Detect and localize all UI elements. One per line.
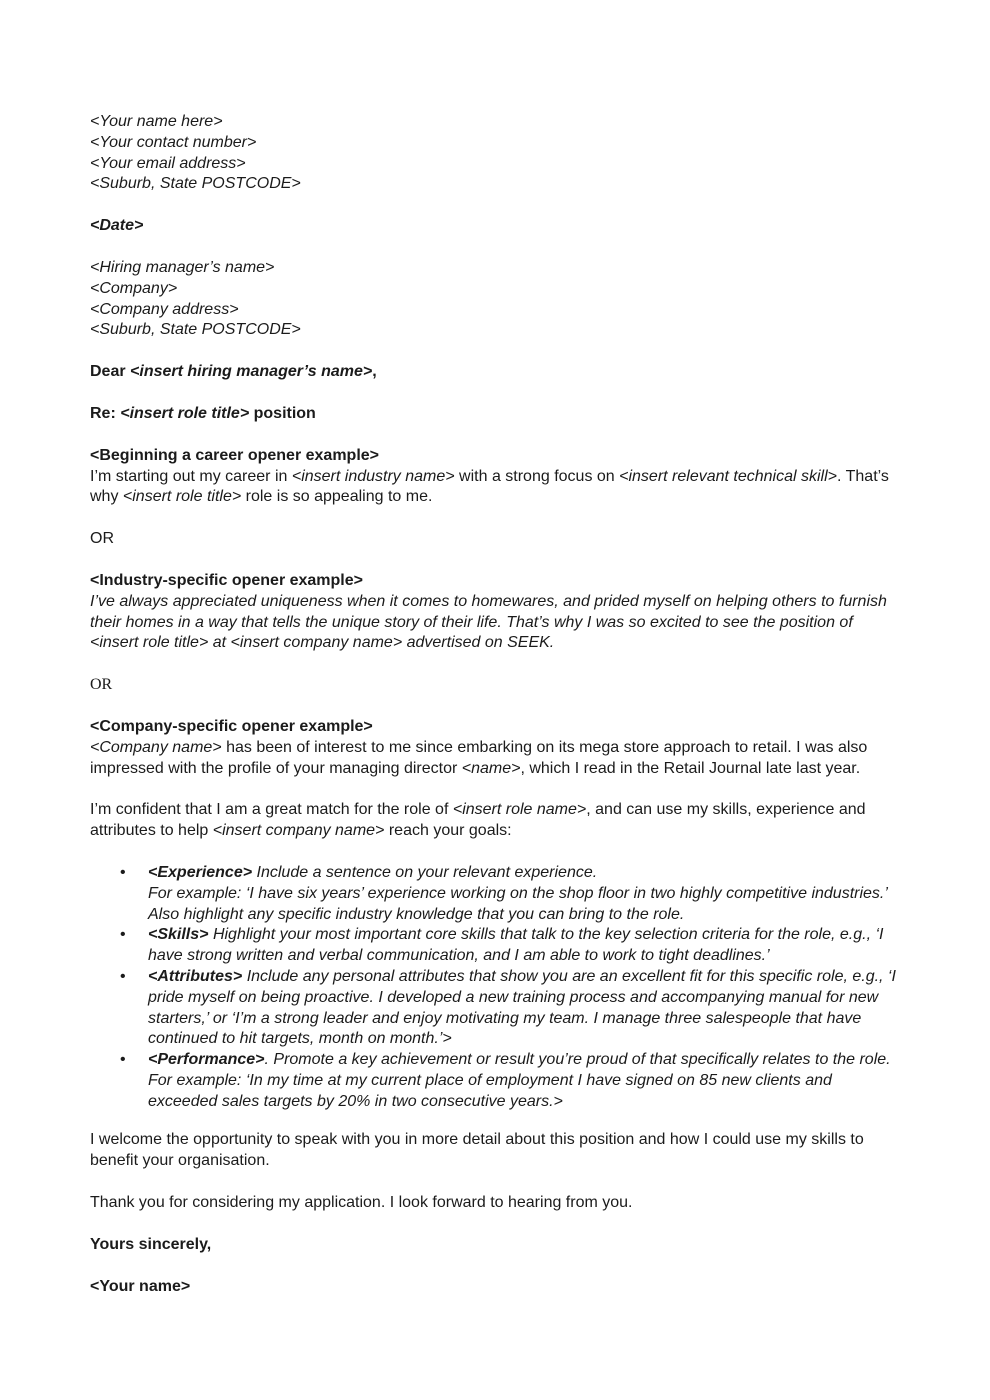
salutation-line xyxy=(90,362,898,383)
bullet-attributes xyxy=(90,967,898,1050)
career-opener-text-1: I’m starting out my career in xyxy=(90,467,292,485)
company-opener-text-1: has been of interest to me since embarking on its mega store approach to retail. I was also impressed with the profile of your managing director xyxy=(90,738,868,777)
subject-line xyxy=(90,404,898,425)
bullet-experience-example: For example: ‘I have six years’ experience working on the shop floor in two highly competitive industries.’ Also highlight any specific industry knowledge that you can bring to the role. xyxy=(148,884,888,923)
closing-paragraph-2: Thank you for considering my application. I look forward to hearing from you. xyxy=(90,1194,633,1212)
company-opener-heading: <Company-specific opener example> xyxy=(90,717,373,735)
subject-prefix: Re: xyxy=(90,404,121,422)
industry-opener-heading: <Industry-specific opener example> xyxy=(90,571,363,589)
salutation-prefix: Dear xyxy=(90,363,131,381)
career-opener-text-4: role is so appealing to me. xyxy=(241,488,433,506)
date-line: <Date> xyxy=(90,217,144,235)
skills-bullet-list xyxy=(90,863,898,1113)
company-opener-body xyxy=(90,738,898,780)
bullet-skills-text: Highlight your most important core skills that talk to the key selection criteria for the role, e.g., ‘I have strong written and verbal communication, and I am able to work to tight deadlines.’ xyxy=(148,926,884,965)
bullet-experience-text: Include a sentence on your relevant experience. xyxy=(252,863,598,881)
match-text-3: reach your goals: xyxy=(384,822,512,840)
placeholder-hiring-manager-name: <insert hiring manager’s name> xyxy=(130,363,373,381)
closing-paragraph-1: I welcome the opportunity to speak with you in more detail about this position and how I could use my skills to benefit your organisation. xyxy=(90,1131,864,1170)
career-opener-heading: <Beginning a career opener example> xyxy=(90,446,380,464)
sender-name-line: <Your name here> xyxy=(90,113,223,130)
sender-phone-line: <Your contact number> xyxy=(90,133,257,151)
company-opener-section xyxy=(90,717,898,779)
bullet-skills-tag: <Skills> xyxy=(148,926,209,944)
match-text-2: , and can use my skills, experience and attributes to help xyxy=(90,801,866,840)
recipient-suburb-line: <Suburb, State POSTCODE> xyxy=(90,321,301,339)
placeholder-role-title: <insert role title> xyxy=(120,404,250,422)
bullet-performance xyxy=(90,1050,898,1112)
industry-opener-body: I’ve always appreciated uniqueness when it comes to homewares, and prided myself on helping others to furnish their homes in a way that tells the unique story of their life. That’s why I was so excited to see the position of <insert role title> at <insert company name> advertised on SEEK. xyxy=(90,592,887,652)
recipient-manager-line: <Hiring manager’s name> xyxy=(90,258,275,276)
or-separator-1: OR xyxy=(90,530,114,548)
placeholder-company-name: <Company name> xyxy=(90,738,222,756)
or-separator-2: OR xyxy=(90,676,113,694)
salutation-comma: , xyxy=(372,363,377,381)
sender-block xyxy=(90,112,898,195)
bullet-experience xyxy=(90,863,898,925)
bullet-attributes-tag: <Attributes> xyxy=(148,967,243,985)
bullet-performance-text: . Promote a key achievement or result you’re proud of that specifically relates to the role. For example: ‘In my time at my current place of employment I have signed on 85 new clients and exceeded sales targets by 20% in two consecutive years.> xyxy=(148,1051,891,1110)
sender-suburb-line: <Suburb, State POSTCODE> xyxy=(90,175,301,193)
career-opener-section xyxy=(90,446,898,508)
signoff-line: Yours sincerely, xyxy=(90,1235,212,1253)
placeholder-role-name: <insert role name> xyxy=(452,801,587,819)
recipient-company-line: <Company> xyxy=(90,279,178,297)
bullet-experience-tag: <Experience> xyxy=(148,863,253,881)
company-opener-text-2: , which I read in the Retail Journal late last year. xyxy=(520,759,861,777)
placeholder-company-name-2: <insert company name> xyxy=(212,822,385,840)
career-opener-body xyxy=(90,467,898,509)
placeholder-role-title-2: <insert role title> xyxy=(122,488,242,506)
career-opener-text-2: with a strong focus on xyxy=(454,467,620,485)
bullet-performance-tag: <Performance> xyxy=(148,1051,265,1069)
match-text-1: I’m confident that I am a great match for the role of xyxy=(90,801,453,819)
subject-suffix: position xyxy=(249,404,316,422)
bullet-attributes-text: Include any personal attributes that show you are an excellent fit for this specific role, e.g., ‘I pride myself on being proactive. I developed a new training process and accompanying manual for new starters,’ or ‘I’m a strong leader and enjoy motivating my team. I manage three salespeople that have continued to hit targets, month on month.’> xyxy=(148,967,896,1048)
industry-opener-section xyxy=(90,571,898,654)
match-paragraph xyxy=(90,800,898,842)
recipient-block xyxy=(90,258,898,341)
sender-email-line: <Your email address> xyxy=(90,154,246,172)
career-opener-text-3: . That’s why xyxy=(90,467,889,506)
placeholder-industry-name: <insert industry name> xyxy=(291,467,455,485)
placeholder-director-name: <name> xyxy=(461,759,521,777)
recipient-address-line: <Company address> xyxy=(90,300,239,318)
placeholder-technical-skill: <insert relevant technical skill> xyxy=(619,467,838,485)
signature-name-placeholder: <Your name> xyxy=(90,1277,191,1295)
bullet-skills xyxy=(90,925,898,967)
